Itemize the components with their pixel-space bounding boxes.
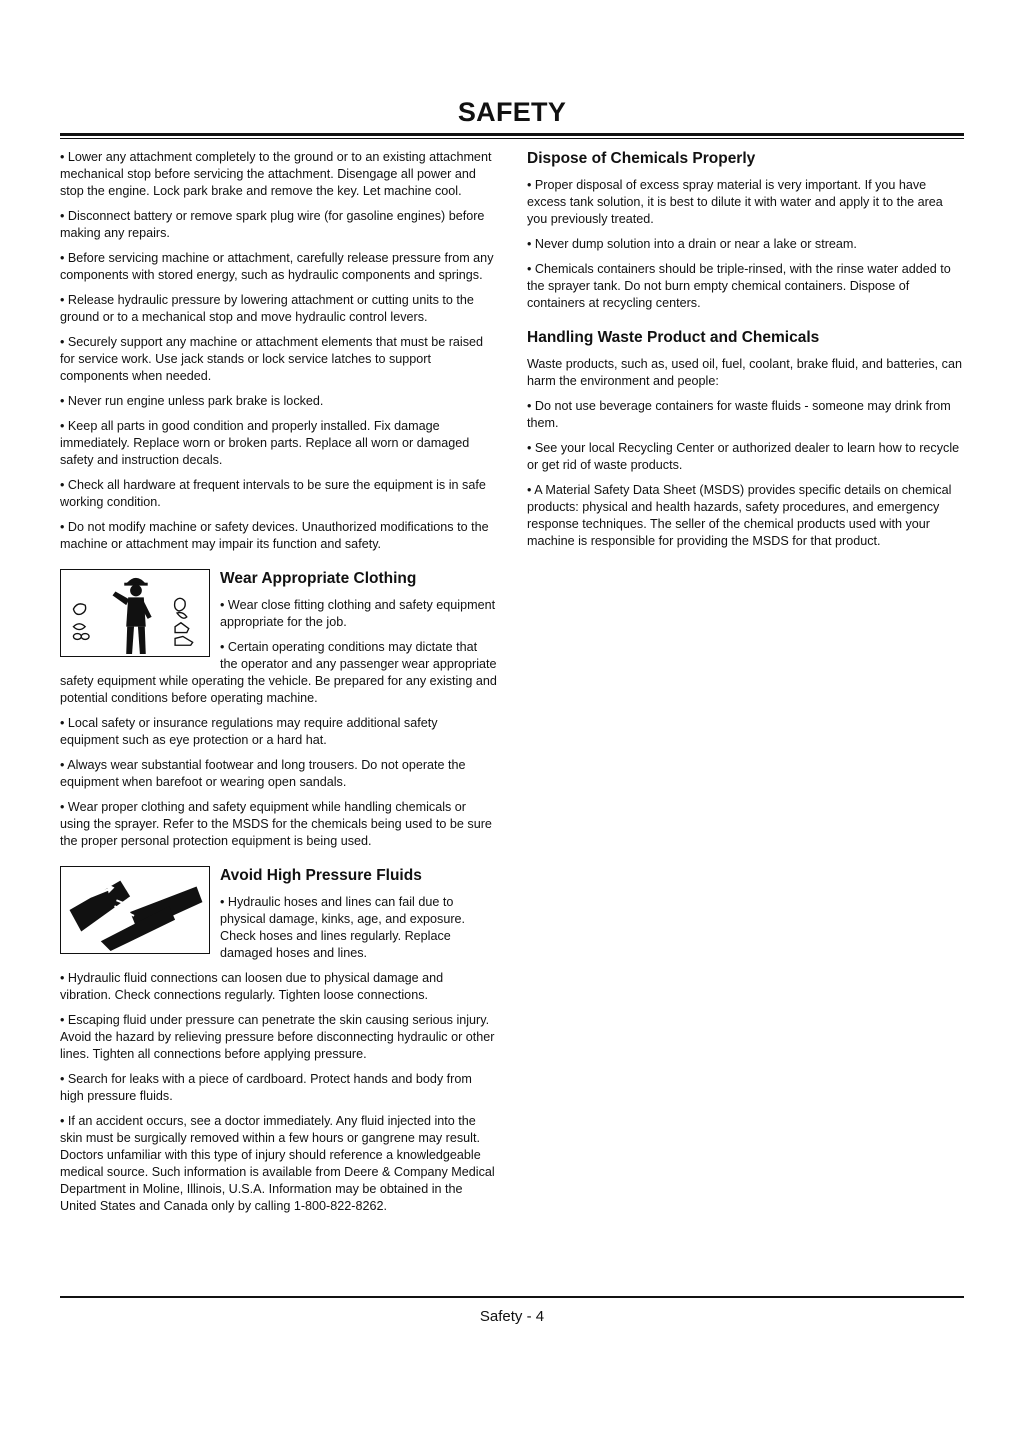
page-footer: Safety - 4 <box>479 1308 545 1325</box>
bullet: • See your local Recycling Center or authorized dealer to learn how to recycle or get rid of waste products. <box>527 441 960 472</box>
section-intro: Waste products, such as, used oil, fuel, coolant, brake fluid, and batteries, can harm the environment and people: <box>527 357 962 388</box>
fluids-section <box>60 866 497 1215</box>
bullet: • Hydraulic hoses and lines can fail due to physical damage, kinks, age, and exposure. Check hoses and lines regularly. Replace damaged hoses and lines. <box>220 895 466 960</box>
page-title: SAFETY <box>457 97 567 127</box>
bullet: • Escaping fluid under pressure can penetrate the skin causing serious injury. Avoid the hazard by relieving pressure before disconnecting hydraulic or other lines. Tighten all connections before applying pressure. <box>60 1013 495 1061</box>
protective-equipment-icon <box>60 569 210 657</box>
header-rule <box>60 133 964 136</box>
clothing-section <box>60 569 497 850</box>
bullet: • Local safety or insurance regulations may require additional safety equipment such as eye protection or a hard hat. <box>60 716 438 747</box>
bullet: • Never run engine unless park brake is locked. <box>60 394 324 408</box>
bullet: • Before servicing machine or attachment, carefully release pressure from any components with stored energy, such as hydraulic components and springs. <box>60 251 494 282</box>
bullet: • Proper disposal of excess spray material is very important. If you have excess tank solution, it is best to dilute it with water and apply it to the area you previously treated. <box>527 178 943 226</box>
bullet: • If an accident occurs, see a doctor immediately. Any fluid injected into the skin must be surgically removed within a few hours or gangrene may result. Doctors unfamiliar with this type of injury should reference a knowledgeable medical source. Such information is available from Deere & Company Medical Department in Moline, Illinois, U.S.A. Information may be obtained in the United States and Canada only by calling 1-800-822-8262. <box>60 1114 495 1213</box>
bullet: • Do not use beverage containers for waste fluids - someone may drink from them. <box>527 399 951 430</box>
high-pressure-fluid-illustration <box>61 867 209 953</box>
bullet: • A Material Safety Data Sheet (MSDS) provides specific details on chemical products: physical and health hazards, safety procedures, and emergency response techniques. The seller of the chemical products used with your machine is responsible for providing the MSDS for that product. <box>527 483 952 548</box>
section-heading: Wear Appropriate Clothing <box>220 570 417 587</box>
bullet: • Check all hardware at frequent intervals to be sure the equipment is in safe working condition. <box>60 478 486 509</box>
dispose-section <box>527 149 964 312</box>
protective-equipment-illustration <box>61 570 209 656</box>
high-pressure-fluid-icon <box>60 866 210 954</box>
right-column <box>527 149 964 558</box>
bullet: • Do not modify machine or safety devices. Unauthorized modifications to the machine or attachment may impair its function and safety. <box>60 520 489 551</box>
left-column <box>60 149 497 1223</box>
bullet: • Certain operating conditions may dictate that the operator and any passenger wear appropriate safety equipment while operating the vehicle. Be prepared for any existing and potential conditions before operating machine. <box>60 640 497 705</box>
bullet: • Never dump solution into a drain or near a lake or stream. <box>527 237 857 251</box>
bullet: • Wear close fitting clothing and safety equipment appropriate for the job. <box>220 598 496 629</box>
bullet: • Chemicals containers should be triple-rinsed, with the rinse water added to the sprayer tank. Do not burn empty chemical containers. Dispose of containers at recycling centers. <box>527 262 951 310</box>
waste-section <box>527 328 964 550</box>
bullet: • Search for leaks with a piece of cardboard. Protect hands and body from high pressure fluids. <box>60 1072 472 1103</box>
bullet: • Securely support any machine or attachment elements that must be raised for service work. Use jack stands or lock service latches to support components when needed. <box>60 335 484 383</box>
bullet: • Wear proper clothing and safety equipment while handling chemicals or using the sprayer. Refer to the MSDS for the chemicals being used to be sure the proper personal protection equipment is being used. <box>60 800 492 848</box>
section-heading: Handling Waste Product and Chemicals <box>527 329 820 346</box>
bullet: • Release hydraulic pressure by lowering attachment or cutting units to the ground or to a mechanical stop and move hydraulic control levers. <box>60 293 474 324</box>
bullet: • Lower any attachment completely to the ground or to an existing attachment mechanical stop before servicing the attachment. Disengage all power and stop the engine. Lock park brake and remove the key. Let machine cool. <box>60 150 492 198</box>
section-heading: Dispose of Chemicals Properly <box>527 150 756 167</box>
footer-rule <box>60 1296 964 1298</box>
bullet: • Always wear substantial footwear and long trousers. Do not operate the equipment when barefoot or wearing open sandals. <box>60 758 466 789</box>
header-rule-thin <box>60 138 964 139</box>
section-heading: Avoid High Pressure Fluids <box>220 867 422 884</box>
bullet: • Keep all parts in good condition and properly installed. Fix damage immediately. Replace worn or broken parts. Replace all worn or damaged safety and instruction decals. <box>60 419 470 467</box>
bullet: • Hydraulic fluid connections can loosen due to physical damage and vibration. Check connections regularly. Tighten loose connections. <box>60 971 444 1002</box>
bullet: • Disconnect battery or remove spark plug wire (for gasoline engines) before making any repairs. <box>60 209 485 240</box>
